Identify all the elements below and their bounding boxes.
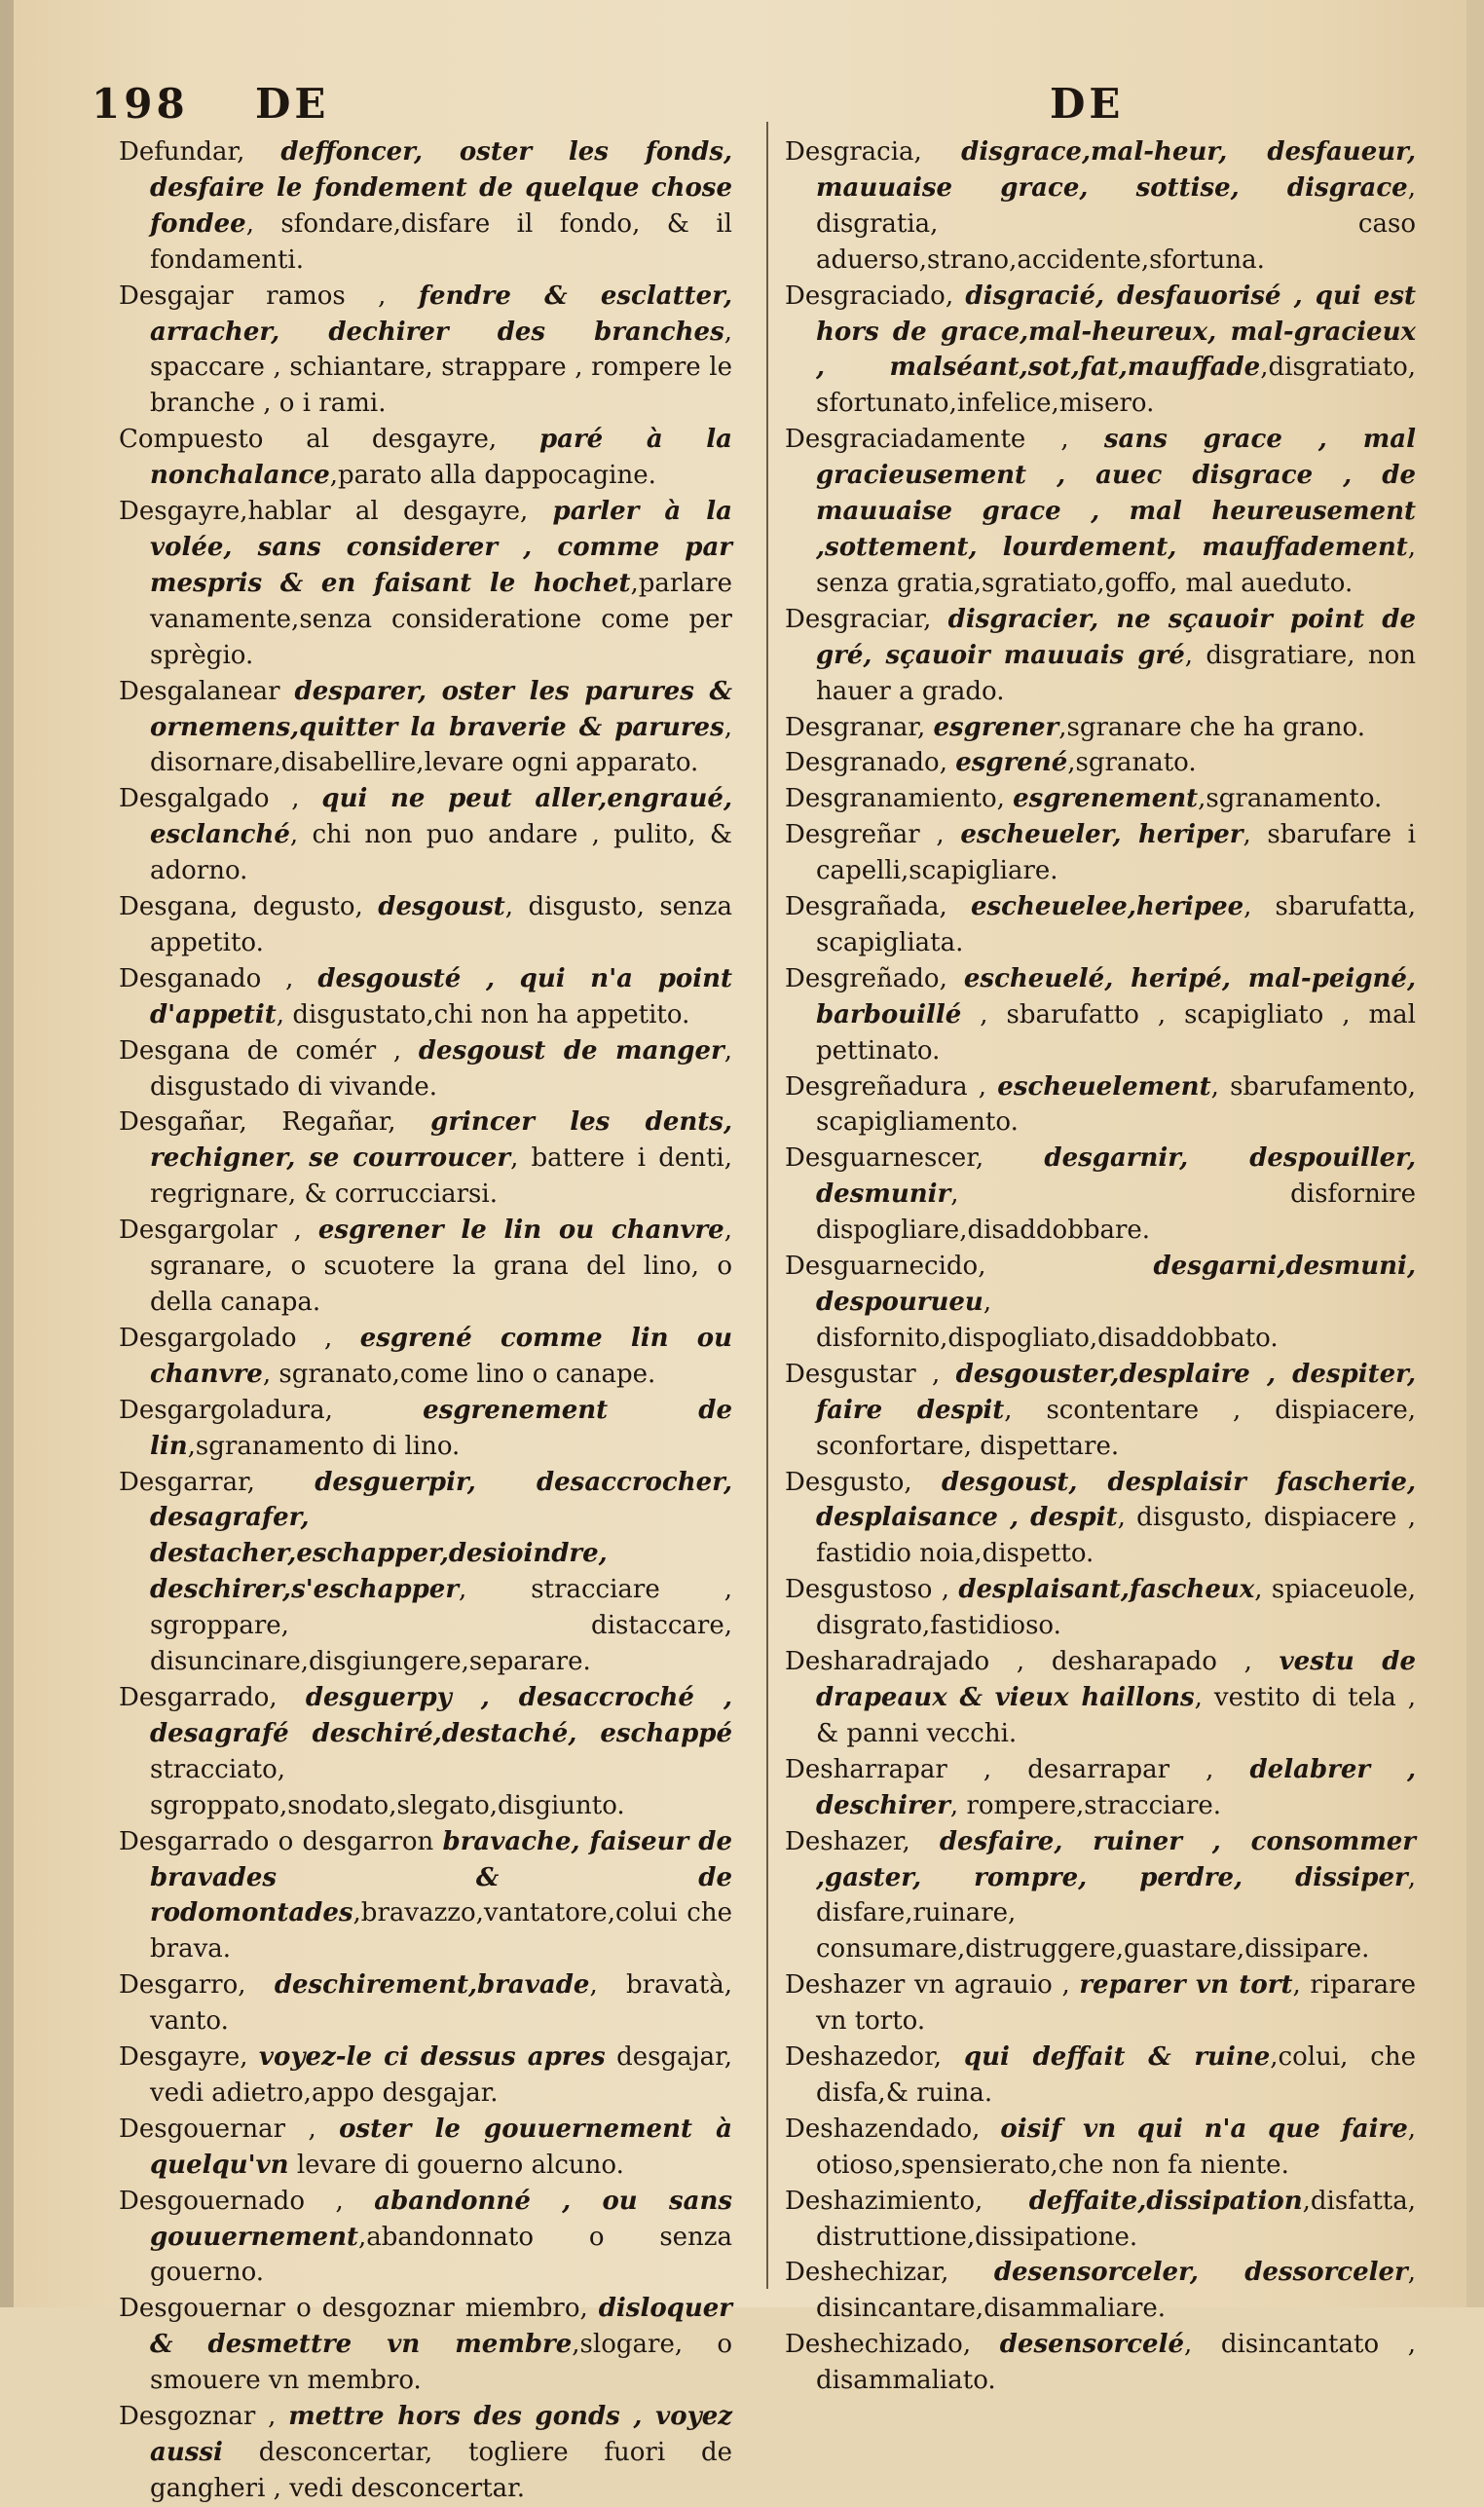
- italian-gloss: , rompere,stracciare.: [949, 1790, 1222, 1820]
- running-head-left: DE: [255, 80, 330, 128]
- french-gloss: desguerpy , desaccroché , desagrafé deschiré,destaché, eschappé: [150, 1682, 732, 1748]
- french-gloss: desgarnir, despouiller, desmunir: [816, 1143, 1417, 1210]
- italian-gloss: , sbarufamento, scapigliamento.: [816, 1071, 1417, 1138]
- headword: Deshazimiento,: [785, 2186, 983, 2216]
- italian-gloss: , stracciare , sgroppare, distaccare, disuncinare,disgiungere,separare.: [150, 1575, 732, 1677]
- french-gloss: esgrener: [933, 712, 1059, 742]
- italian-gloss: ,parato alla dappocagine.: [329, 461, 656, 491]
- french-gloss: disgracier, ne sçauoir point de gré, sçauoir mauuais gré: [816, 604, 1416, 670]
- french-gloss: voyez-le ci dessus apres: [258, 2042, 606, 2073]
- italian-gloss: , disfare,ruinare, consumare,distruggere,guastare,dissipare.: [816, 1862, 1416, 1964]
- headword: Desgranar,: [785, 712, 926, 742]
- page-edge-right: [1466, 0, 1484, 2307]
- right-column: [785, 134, 1416, 2399]
- italian-gloss: , disgusto, senza appetito.: [150, 892, 732, 957]
- french-gloss: desgousté , qui n'a point d'appetit: [150, 963, 733, 1029]
- italian-gloss: , sfondare,disfare il fondo, & il fondamenti.: [150, 208, 732, 275]
- italian-gloss: , sgranato,come lino o canape.: [262, 1359, 656, 1389]
- italian-gloss: desconcertar, togliere fuori de gangheri , vedi desconcertar.: [150, 2438, 732, 2503]
- headword: Deshazer,: [785, 1826, 910, 1856]
- french-gloss: abandonné , ou sans gouuernement: [150, 2186, 732, 2252]
- italian-gloss: , bravatà, vanto.: [150, 1970, 732, 2037]
- headword: Desgreñar ,: [785, 820, 945, 850]
- headword: Desgana, degusto,: [119, 892, 363, 922]
- italian-gloss: , vestito di tela , & panni vecchi.: [816, 1682, 1417, 1748]
- dictionary-entry: [785, 1249, 1416, 1357]
- french-gloss: oster le gouuernement à quelqu'vn: [150, 2114, 732, 2180]
- headword: Desgoznar ,: [119, 2402, 277, 2432]
- headword: Desgreñado,: [785, 963, 947, 993]
- headword: Desgayre,: [119, 2042, 248, 2073]
- headword: Desgusto,: [785, 1467, 912, 1497]
- dictionary-entry: [119, 1680, 732, 1824]
- dictionary-entry: [119, 1213, 732, 1321]
- italian-gloss: , scontentare , dispiacere, sconfortare, dispettare.: [816, 1395, 1416, 1461]
- french-gloss: desgoust de manger: [418, 1035, 724, 1066]
- french-gloss: desensorcelé: [999, 2330, 1184, 2360]
- dictionary-entry: [785, 2255, 1416, 2327]
- headword: Desguarnescer,: [785, 1143, 984, 1174]
- french-gloss: reparer vn tort: [1079, 1970, 1293, 2001]
- italian-gloss: , spiaceuole, disgrato,fastidioso.: [816, 1575, 1416, 1641]
- headword: Desgarro,: [119, 1970, 246, 2001]
- dictionary-entry: [785, 1824, 1416, 1968]
- french-gloss: desguerpir, desaccrocher, desagrafer, destacher,eschapper,desioindre, deschirer,s'eschapper: [150, 1467, 732, 1605]
- headword: Desharadrajado , desharapado ,: [785, 1647, 1252, 1677]
- headword: Desgustar ,: [785, 1359, 941, 1389]
- french-gloss: fendre & esclatter, arracher, dechirer des branches: [150, 281, 732, 347]
- dictionary-entry: [785, 1465, 1416, 1573]
- italian-gloss: ,sgranato.: [1067, 748, 1197, 778]
- dictionary-entry: [785, 710, 1416, 746]
- italian-gloss: , spaccare , schiantare, strappare , rompere le branche , o i rami.: [150, 317, 732, 419]
- italian-gloss: , disincantato , disammaliato.: [816, 2330, 1416, 2396]
- italian-gloss: , disornare,disabellire,levare ogni apparato.: [150, 712, 732, 778]
- dictionary-entry: [119, 1465, 732, 1680]
- headword: Deshazendado,: [785, 2114, 981, 2144]
- french-gloss: desparer, oster les parures & ornemens,quitter la braverie & parures: [150, 676, 732, 742]
- dictionary-entry: [119, 961, 732, 1033]
- dictionary-entry: [119, 1033, 732, 1105]
- dictionary-entry: [785, 2327, 1416, 2399]
- french-gloss: qui deffait & ruine: [963, 2042, 1271, 2073]
- french-gloss: deffoncer, oster les fonds, desfaire le fondement de quelque chose fondee: [150, 137, 733, 239]
- dictionary-entry: [785, 422, 1416, 602]
- headword: Desgouernar o desgoznar miembro,: [119, 2294, 588, 2324]
- dictionary-entry: [119, 1967, 732, 2039]
- italian-gloss: ,sgranamento.: [1198, 784, 1383, 814]
- dictionary-entry: [119, 1393, 732, 1465]
- headword: Desgañar, Regañar,: [119, 1107, 396, 1138]
- dictionary-entry: [119, 134, 732, 279]
- headword: Desgracia,: [785, 137, 922, 167]
- french-gloss: escheuelement: [997, 1071, 1211, 1102]
- headword: Desharrapar , desarrapar ,: [785, 1754, 1214, 1784]
- dictionary-entry: [785, 1141, 1416, 1249]
- dictionary-entry: [785, 602, 1416, 710]
- dictionary-entry: [785, 1069, 1416, 1141]
- italian-gloss: , sgranare, o scuotere la grana del lino, o della canapa.: [150, 1216, 732, 1317]
- french-gloss: esgrenement de lin: [150, 1395, 732, 1461]
- dictionary-entry: [785, 817, 1416, 889]
- headword: Desgraciar,: [785, 604, 932, 634]
- french-gloss: disgrace,mal-heur, desfaueur, mauuaise grace, sottise, disgrace: [816, 137, 1416, 203]
- italian-gloss: , disgratia, caso aduerso,strano,accidente,sfortuna.: [816, 172, 1416, 275]
- french-gloss: deschirement,bravade: [274, 1970, 590, 2001]
- italian-gloss: , disfornire dispogliare,disaddobbare.: [816, 1179, 1416, 1246]
- french-gloss: sans grace , mal gracieusement , auec disgrace , de mauuaise grace , mal heureusement ,sottement, lourdement, mauffadement: [816, 425, 1416, 562]
- dictionary-entry: [785, 2184, 1416, 2256]
- french-gloss: escheuelé, heripé, mal-peigné, barbouillé: [816, 963, 1417, 1029]
- page-number: 198: [92, 80, 189, 128]
- dictionary-entry: [785, 1572, 1416, 1644]
- dictionary-entry: [119, 422, 732, 494]
- italian-gloss: , disfornito,dispogliato,disaddobbato.: [816, 1288, 1279, 1353]
- italian-gloss: , senza gratia,sgratiato,goffo, mal aueduto.: [816, 532, 1416, 598]
- dictionary-entry: [119, 279, 732, 423]
- headword: Desgouernado ,: [119, 2186, 344, 2216]
- italian-gloss: , disgustato,chi non ha appetito.: [276, 999, 690, 1029]
- dictionary-entry: [119, 781, 732, 889]
- dictionary-entry: [785, 745, 1416, 781]
- italian-gloss: stracciato, sgroppato,snodato,slegato,disgiunto.: [150, 1754, 625, 1820]
- french-gloss: oisif vn qui n'a que faire: [1000, 2114, 1408, 2144]
- french-gloss: desfaire, ruiner , consommer ,gaster, rompre, perdre, dissiper: [816, 1826, 1416, 1892]
- headword: Desgraciadamente ,: [785, 425, 1069, 455]
- dictionary-entry: [785, 1967, 1416, 2039]
- italian-gloss: ,bravazzo,vantatore,colui che brava.: [150, 1898, 732, 1964]
- headword: Desganado ,: [119, 963, 294, 993]
- italian-gloss: ,abandonnato o senza gouerno.: [150, 2222, 732, 2288]
- dictionary-entry: [119, 1321, 732, 1393]
- french-gloss: esgrené: [955, 748, 1068, 778]
- french-gloss: qui ne peut aller,engraué, esclanché: [150, 784, 732, 850]
- french-gloss: esgrené comme lin ou chanvre: [150, 1323, 733, 1389]
- french-gloss: parler à la volée, sans considerer , comme par mespris & en faisant le hochet: [150, 497, 733, 598]
- french-gloss: esgrener le lin ou chanvre: [317, 1216, 724, 1246]
- dictionary-entry: [785, 1644, 1416, 1752]
- italian-gloss: ,sgranare che ha grano.: [1058, 712, 1366, 742]
- italian-gloss: ,sgranamento di lino.: [187, 1431, 461, 1461]
- italian-gloss: ,disgratiato, sfortunato,infelice,misero.: [816, 353, 1416, 419]
- italian-gloss: levare di gouerno alcuno.: [288, 2150, 624, 2180]
- dictionary-entry: [119, 2112, 732, 2184]
- headword: Desgayre,hablar al desgayre,: [119, 497, 529, 527]
- dictionary-entry: [785, 781, 1416, 817]
- french-gloss: desgoust, desplaisir fascherie, desplaisance , despit: [816, 1467, 1416, 1533]
- italian-gloss: , riparare vn torto.: [816, 1970, 1416, 2037]
- dictionary-entry: [119, 889, 732, 961]
- dictionary-entry: [785, 2039, 1416, 2112]
- headword: Desgana de comér ,: [119, 1035, 402, 1066]
- french-gloss: delabrer , deschirer: [816, 1754, 1417, 1820]
- dictionary-entry: [785, 961, 1416, 1069]
- french-gloss: vestu de drapeaux & vieux haillons: [816, 1647, 1417, 1712]
- headword: Desgargolar ,: [119, 1216, 302, 1246]
- page-edge-left: [0, 0, 14, 2307]
- book-page: [14, 0, 1466, 2503]
- french-gloss: escheuelee,heripee: [970, 892, 1244, 922]
- headword: Desgarrar,: [119, 1467, 255, 1497]
- left-column: [119, 134, 732, 2507]
- headword: Desgustoso ,: [785, 1575, 949, 1605]
- italian-gloss: , battere i denti, regrignare, & corrucciarsi.: [150, 1143, 732, 1210]
- headword: Desgalgado ,: [119, 784, 300, 814]
- running-head-right: DE: [1050, 80, 1125, 128]
- headword: Deshechizado,: [785, 2330, 972, 2360]
- dictionary-entry: [119, 2039, 732, 2112]
- dictionary-entry: [119, 1104, 732, 1213]
- dictionary-entry: [785, 889, 1416, 961]
- headword: Desgalanear: [119, 676, 280, 706]
- headword: Desgargoladura,: [119, 1395, 333, 1425]
- dictionary-entry: [785, 1752, 1416, 1824]
- headword: Desgargolado ,: [119, 1323, 333, 1353]
- italian-gloss: , chi non puo andare , pulito, & adorno.: [150, 820, 732, 886]
- headword: Deshazedor,: [785, 2042, 943, 2073]
- headword: Desgreñadura ,: [785, 1071, 987, 1102]
- headword: Desgouernar ,: [119, 2114, 316, 2144]
- french-gloss: esgrenement: [1013, 784, 1199, 814]
- french-gloss: bravache, faiseur de bravades & de rodomontades: [150, 1826, 732, 1928]
- headword: Desgraciado,: [785, 281, 954, 311]
- headword: Desgajar ramos ,: [119, 281, 387, 311]
- dictionary-entry: [785, 1357, 1416, 1465]
- italian-gloss: ,disfatta, distruttione,dissipatione.: [816, 2186, 1416, 2252]
- french-gloss: desplaisant,fascheux: [958, 1575, 1255, 1605]
- italian-gloss: , otioso,spensierato,che non fa niente.: [816, 2114, 1416, 2180]
- french-gloss: desgarni,desmuni, despourueu: [816, 1252, 1416, 1317]
- italian-gloss: ,parlare vanamente,senza consideratione come per sprègio.: [150, 568, 732, 670]
- italian-gloss: desgajar, vedi adietro,appo desgajar.: [150, 2042, 733, 2108]
- dictionary-entry: [785, 279, 1416, 423]
- italian-gloss: , disincantare,disammaliare.: [816, 2258, 1416, 2324]
- headword: Desgranamiento,: [785, 784, 1005, 814]
- headword: Desgranado,: [785, 748, 947, 778]
- italian-gloss: , disgratiare, non hauer a grado.: [816, 640, 1416, 706]
- column-divider: [766, 122, 768, 2289]
- french-gloss: deffaite,dissipation: [1028, 2186, 1303, 2216]
- headword: Desgarrado,: [119, 1682, 278, 1712]
- headword: Deshazer vn agrauio ,: [785, 1970, 1070, 2001]
- french-gloss: disgracié, desfauorisé , qui est hors de grace,mal-heureux, mal-gracieux , malséant,sot,fat,mauffade: [816, 281, 1416, 383]
- italian-gloss: , sbarufatto , scapigliato , mal pettinato.: [816, 999, 1416, 1066]
- french-gloss: desensorceler, dessorceler: [993, 2258, 1408, 2288]
- italian-gloss: ,slogare, o smouere vn membro.: [150, 2330, 733, 2396]
- french-gloss: desgoust: [378, 892, 505, 922]
- french-gloss: disloquer & desmettre vn membre: [150, 2294, 732, 2360]
- french-gloss: mettre hors des gonds , voyez aussi: [150, 2402, 733, 2467]
- french-gloss: escheueler, heriper: [960, 820, 1243, 850]
- dictionary-entry: [119, 1824, 732, 1968]
- italian-gloss: , sbarufatta, scapigliata.: [816, 892, 1416, 957]
- headword: Desgarrado o desgarron: [119, 1826, 434, 1856]
- dictionary-entry: [119, 494, 732, 674]
- french-gloss: paré à la nonchalance: [150, 425, 732, 491]
- dictionary-entry: [119, 2184, 732, 2292]
- italian-gloss: , sbarufare i capelli,scapigliare.: [816, 820, 1417, 886]
- dictionary-entry: [785, 134, 1416, 279]
- headword: Desguarnecido,: [785, 1252, 986, 1282]
- italian-gloss: ,colui, che disfa,& ruina.: [816, 2042, 1416, 2108]
- headword: Compuesto al desgayre,: [119, 425, 498, 455]
- french-gloss: desgouster,desplaire , despiter, faire despit: [816, 1359, 1416, 1425]
- dictionary-entry: [785, 2112, 1416, 2184]
- dictionary-entry: [119, 2399, 732, 2507]
- french-gloss: grincer les dents, rechigner, se courroucer: [150, 1107, 732, 1174]
- headword: Desgrañada,: [785, 892, 947, 922]
- headword: Defundar,: [119, 137, 245, 167]
- dictionary-entry: [119, 674, 732, 782]
- italian-gloss: , disgustado di vivande.: [150, 1035, 733, 1102]
- italian-gloss: , disgusto, dispiacere , fastidio noia,dispetto.: [816, 1503, 1417, 1569]
- headword: Deshechizar,: [785, 2258, 949, 2288]
